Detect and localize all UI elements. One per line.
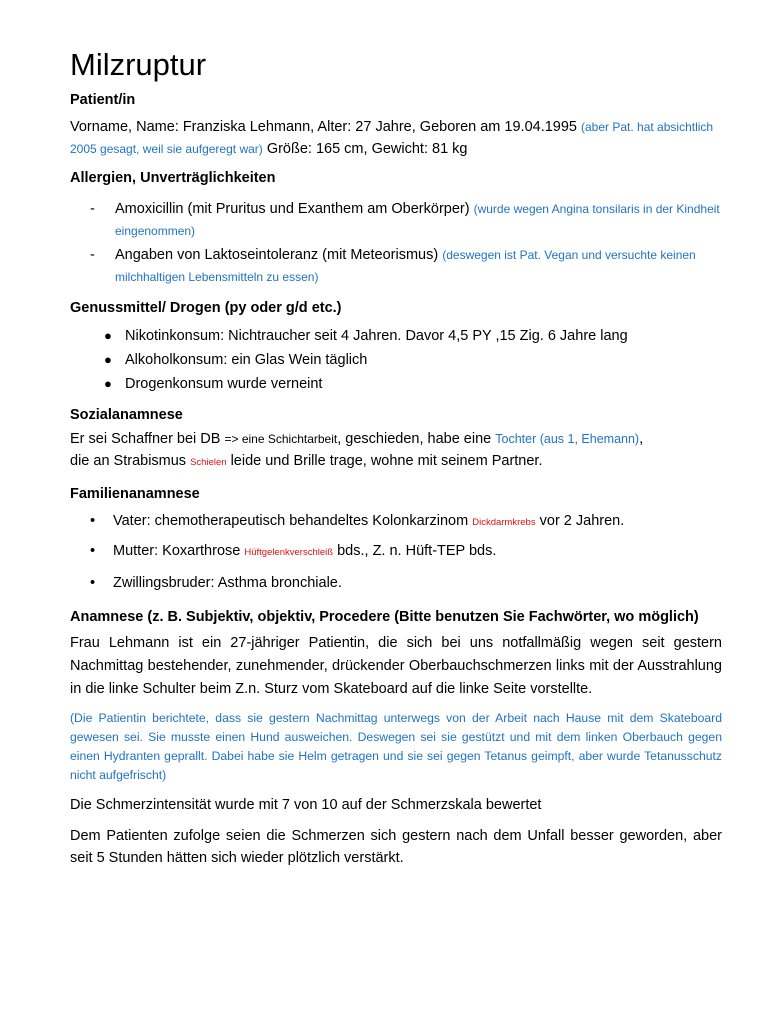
social-part: Tochter (aus 1, Ehemann) [495, 432, 640, 446]
social-part: , geschieden, habe eine [337, 431, 492, 447]
dot-marker: • [90, 513, 96, 529]
allergy-text: Amoxicillin (mit Pruritus und Exanthem am Oberkörper) [115, 201, 470, 217]
anamnesis-note: (Die Patientin berichtete, dass sie gestern Nachmittag unterwegs von der Arbeit nach Hause mit dem Skateboard gewesen sei. Sie musste einen Hund ausweichen. Deswegen sei sie gestützt und mit dem linken Oberbauch gegen einen Hydranten geprallt. Dabei habe sie Helm getragen und sie sei gegen Tetanus geimpft, aber wurde Tetanusschutz nicht aufgefrischt) [70, 711, 722, 782]
social-part: die an Strabismus [70, 453, 187, 469]
list-item [70, 572, 722, 594]
patient-heading: Patient/in [70, 92, 136, 108]
bullet-marker: ● [104, 352, 112, 367]
substance-text: Drogenkonsum wurde verneint [125, 376, 323, 392]
substances-list [70, 325, 722, 395]
substance-text: Alkoholkonsum: ein Glas Wein täglich [125, 352, 368, 368]
allergy-text: Angaben von Laktoseintoleranz (mit Meteorismus) [115, 247, 439, 263]
family-note: Dickdarmkrebs [472, 517, 536, 528]
patient-info-tail: Größe: 165 cm, Gewicht: 81 kg [266, 141, 468, 157]
family-text: Zwillingsbruder: Asthma bronchiale. [113, 575, 342, 591]
document-page [70, 46, 722, 869]
list-item [70, 244, 722, 288]
patient-info-note: (aber Pat. hat absichtlich 2005 gesagt, weil sie aufgeregt war) [70, 120, 714, 156]
list-item [70, 198, 722, 242]
bullet-marker: ● [104, 376, 112, 391]
allergy-note: (wurde wegen Angina tonsilaris in der Kindheit eingenommen) [115, 202, 720, 238]
family-text: Vater: chemotherapeutisch behandeltes Kolonkarzinom [113, 513, 469, 529]
dash-marker: - [90, 201, 95, 217]
dot-marker: • [90, 575, 96, 591]
family-note: Hüftgelenkverschleiß [244, 547, 334, 558]
social-part: => eine Schichtarbeit [224, 432, 338, 446]
list-item [70, 325, 722, 347]
list-item [70, 540, 722, 564]
family-tail: vor 2 Jahren. [539, 513, 625, 529]
list-item [70, 349, 722, 371]
substances-heading: Genussmittel/ Drogen (py oder g/d etc.) [70, 300, 342, 316]
family-heading: Familienanamnese [70, 486, 200, 502]
list-item [70, 510, 722, 534]
allergies-heading: Allergien, Unverträglichkeiten [70, 170, 276, 186]
page-title: Milzruptur [70, 47, 207, 82]
dash-marker: - [90, 247, 95, 263]
allergy-note: (deswegen ist Pat. Vegan und versuchte keinen milchhaltigen Lebensmitteln zu essen) [115, 248, 696, 284]
dot-marker: • [90, 543, 96, 559]
social-part: , [639, 431, 644, 447]
social-part: leide und Brille trage, wohne mit seinem Partner. [230, 453, 543, 469]
patient-info [70, 116, 722, 160]
pain-scale-text: Die Schmerzintensität wurde mit 7 von 10 auf der Schmerzskala bewertet [70, 797, 542, 813]
anamnesis-heading: Anamnese (z. B. Subjektiv, objektiv, Procedere (Bitte benutzen Sie Fachwörter, wo möglich) [70, 609, 699, 625]
anamnesis-paragraph-2: Dem Patienten zufolge seien die Schmerzen sich gestern nach dem Unfall besser geworden, aber seit 5 Stunden hätten sich wieder plötzlich verstärkt. [70, 828, 722, 866]
allergies-list [70, 198, 722, 288]
bullet-marker: ● [104, 328, 112, 343]
patient-info-main: Vorname, Name: Franziska Lehmann, Alter: 27 Jahre, Geboren am 19.04.1995 [70, 119, 577, 135]
social-part: Er sei Schaffner bei DB [70, 431, 221, 447]
family-tail: bds., Z. n. Hüft-TEP bds. [337, 543, 497, 559]
social-note: Schielen [190, 457, 227, 468]
family-list [70, 510, 722, 594]
anamnesis-paragraph: Frau Lehmann ist ein 27-jähriger Patientin, die sich bei uns notfallmäßig wegen seit gestern Nachmittag bestehender, zunehmender, drückender Oberbauchschmerzen links mit der Ausstrahlung in die linke Schulter beim Z.n. Sturz vom Skateboard auf die linke Seite vorstellte. [70, 635, 722, 697]
social-text [70, 428, 722, 474]
social-heading: Sozialanamnese [70, 407, 183, 423]
family-text: Mutter: Koxarthrose [113, 543, 241, 559]
substance-text: Nikotinkonsum: Nichtraucher seit 4 Jahren. Davor 4,5 PY ,15 Zig. 6 Jahre lang [125, 328, 628, 344]
list-item [70, 373, 722, 395]
